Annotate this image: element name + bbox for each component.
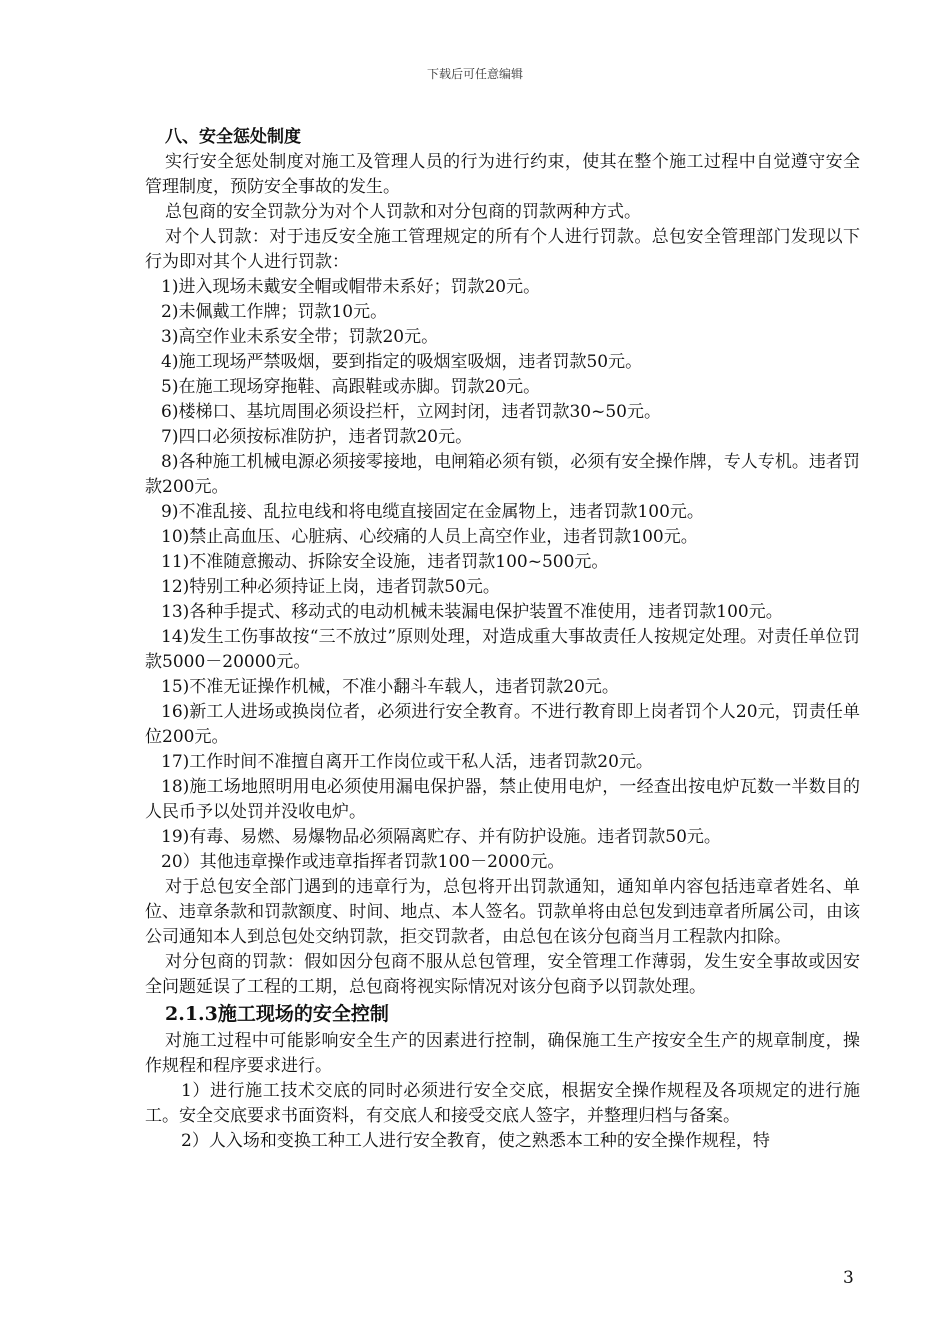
penalty-item: 2)未佩戴工作牌；罚款10元。	[161, 302, 388, 322]
subcontractor-penalty-paragraph: 对分包商的罚款：假如因分包商不服从总包管理，安全管理工作薄弱，发生安全事故或因安全问题延误了工程的工期，总包商将视实际情况对该分包商予以罚款处理。	[145, 952, 860, 997]
penalty-item: 12)特别工种必须持证上岗，违者罚款50元。	[161, 577, 500, 597]
intro-paragraph-1: 实行安全惩处制度对施工及管理人员的行为进行约束，使其在整个施工过程中自觉遵守安全管理制度，预防安全事故的发生。	[145, 152, 860, 197]
penalty-item: 10)禁止高血压、心脏病、心绞痛的人员上高空作业，违者罚款100元。	[161, 527, 698, 547]
penalty-item: 11)不准随意搬动、拆除安全设施，违者罚款100~500元。	[161, 552, 609, 572]
page-header: 下载后可任意编辑	[426, 67, 523, 81]
penalty-item: 3)高空作业未系安全带；罚款20元。	[161, 327, 439, 347]
penalty-item: 15)不准无证操作机械，不准小翻斗车载人，违者罚款20元。	[161, 677, 619, 697]
penalty-item: 4)施工现场严禁吸烟，要到指定的吸烟室吸烟，违者罚款50元。	[161, 352, 643, 372]
penalty-item: 6)楼梯口、基坑周围必须设拦杆，立网封闭，违者罚款30~50元。	[161, 402, 661, 422]
penalty-item: 8)各种施工机械电源必须接零接地，电闸箱必须有锁，必须有安全操作牌，专人专机。违者罚款200元。	[145, 452, 860, 497]
subsection-item: 2）人入场和变换工种工人进行安全教育，使之熟悉本工种的安全操作规程，特	[181, 1131, 770, 1151]
document-body	[145, 125, 860, 1154]
notice-paragraph: 对于总包安全部门遇到的违章行为，总包将开出罚款通知，通知单内容包括违章者姓名、单位、违章条款和罚款额度、时间、地点、本人签名。罚款单将由总包发到违章者所属公司，由该公司通知本人到总包处交纳罚款，拒交罚款者，由总包在该分包商当月工程款内扣除。	[145, 877, 860, 947]
penalty-item: 13)各种手提式、移动式的电动机械未装漏电保护装置不准使用，违者罚款100元。	[161, 602, 783, 622]
penalty-item: 14)发生工伤事故按“三不放过”原则处理，对造成重大事故责任人按规定处理。对责任单位罚款5000－20000元。	[145, 627, 860, 672]
subsection-intro: 对施工过程中可能影响安全生产的因素进行控制，确保施工生产按安全生产的规章制度，操作规程和程序要求进行。	[145, 1031, 860, 1076]
subsection-title: 2.1.3施工现场的安全控制	[165, 1003, 389, 1025]
intro-paragraph-2: 总包商的安全罚款分为对个人罚款和对分包商的罚款两种方式。	[165, 202, 641, 222]
penalty-item: 5)在施工现场穿拖鞋、高跟鞋或赤脚。罚款20元。	[161, 377, 541, 397]
penalty-item: 17)工作时间不准擅自离开工作岗位或干私人活，违者罚款20元。	[161, 752, 653, 772]
penalty-item: 19)有毒、易燃、易爆物品必须隔离贮存、并有防护设施。违者罚款50元。	[161, 827, 721, 847]
penalty-item: 20）其他违章操作或违章指挥者罚款100－2000元。	[161, 852, 565, 872]
penalty-item: 18)施工场地照明用电必须使用漏电保护器，禁止使用电炉，一经查出按电炉瓦数一半数目的人民币予以处罚并没收电炉。	[145, 777, 860, 822]
penalty-item: 9)不准乱接、乱拉电线和将电缆直接固定在金属物上，违者罚款100元。	[161, 502, 704, 522]
intro-paragraph-3: 对个人罚款：对于违反安全施工管理规定的所有个人进行罚款。总包安全管理部门发现以下行为即对其个人进行罚款：	[145, 227, 860, 272]
subsection-item: 1）进行施工技术交底的同时必须进行安全交底，根据安全操作规程及各项规定的进行施工。安全交底要求书面资料，有交底人和接受交底人签字，并整理归档与备案。	[145, 1081, 860, 1126]
penalty-item: 16)新工人进场或换岗位者，必须进行安全教育。不进行教育即上岗者罚个人20元，罚责任单位200元。	[145, 702, 860, 747]
penalty-item: 1)进入现场未戴安全帽或帽带未系好；罚款20元。	[161, 277, 541, 297]
penalty-item: 7)四口必须按标准防护，违者罚款20元。	[161, 427, 473, 447]
section-title: 八、安全惩处制度	[165, 127, 301, 147]
page-number: 3	[843, 1268, 854, 1288]
